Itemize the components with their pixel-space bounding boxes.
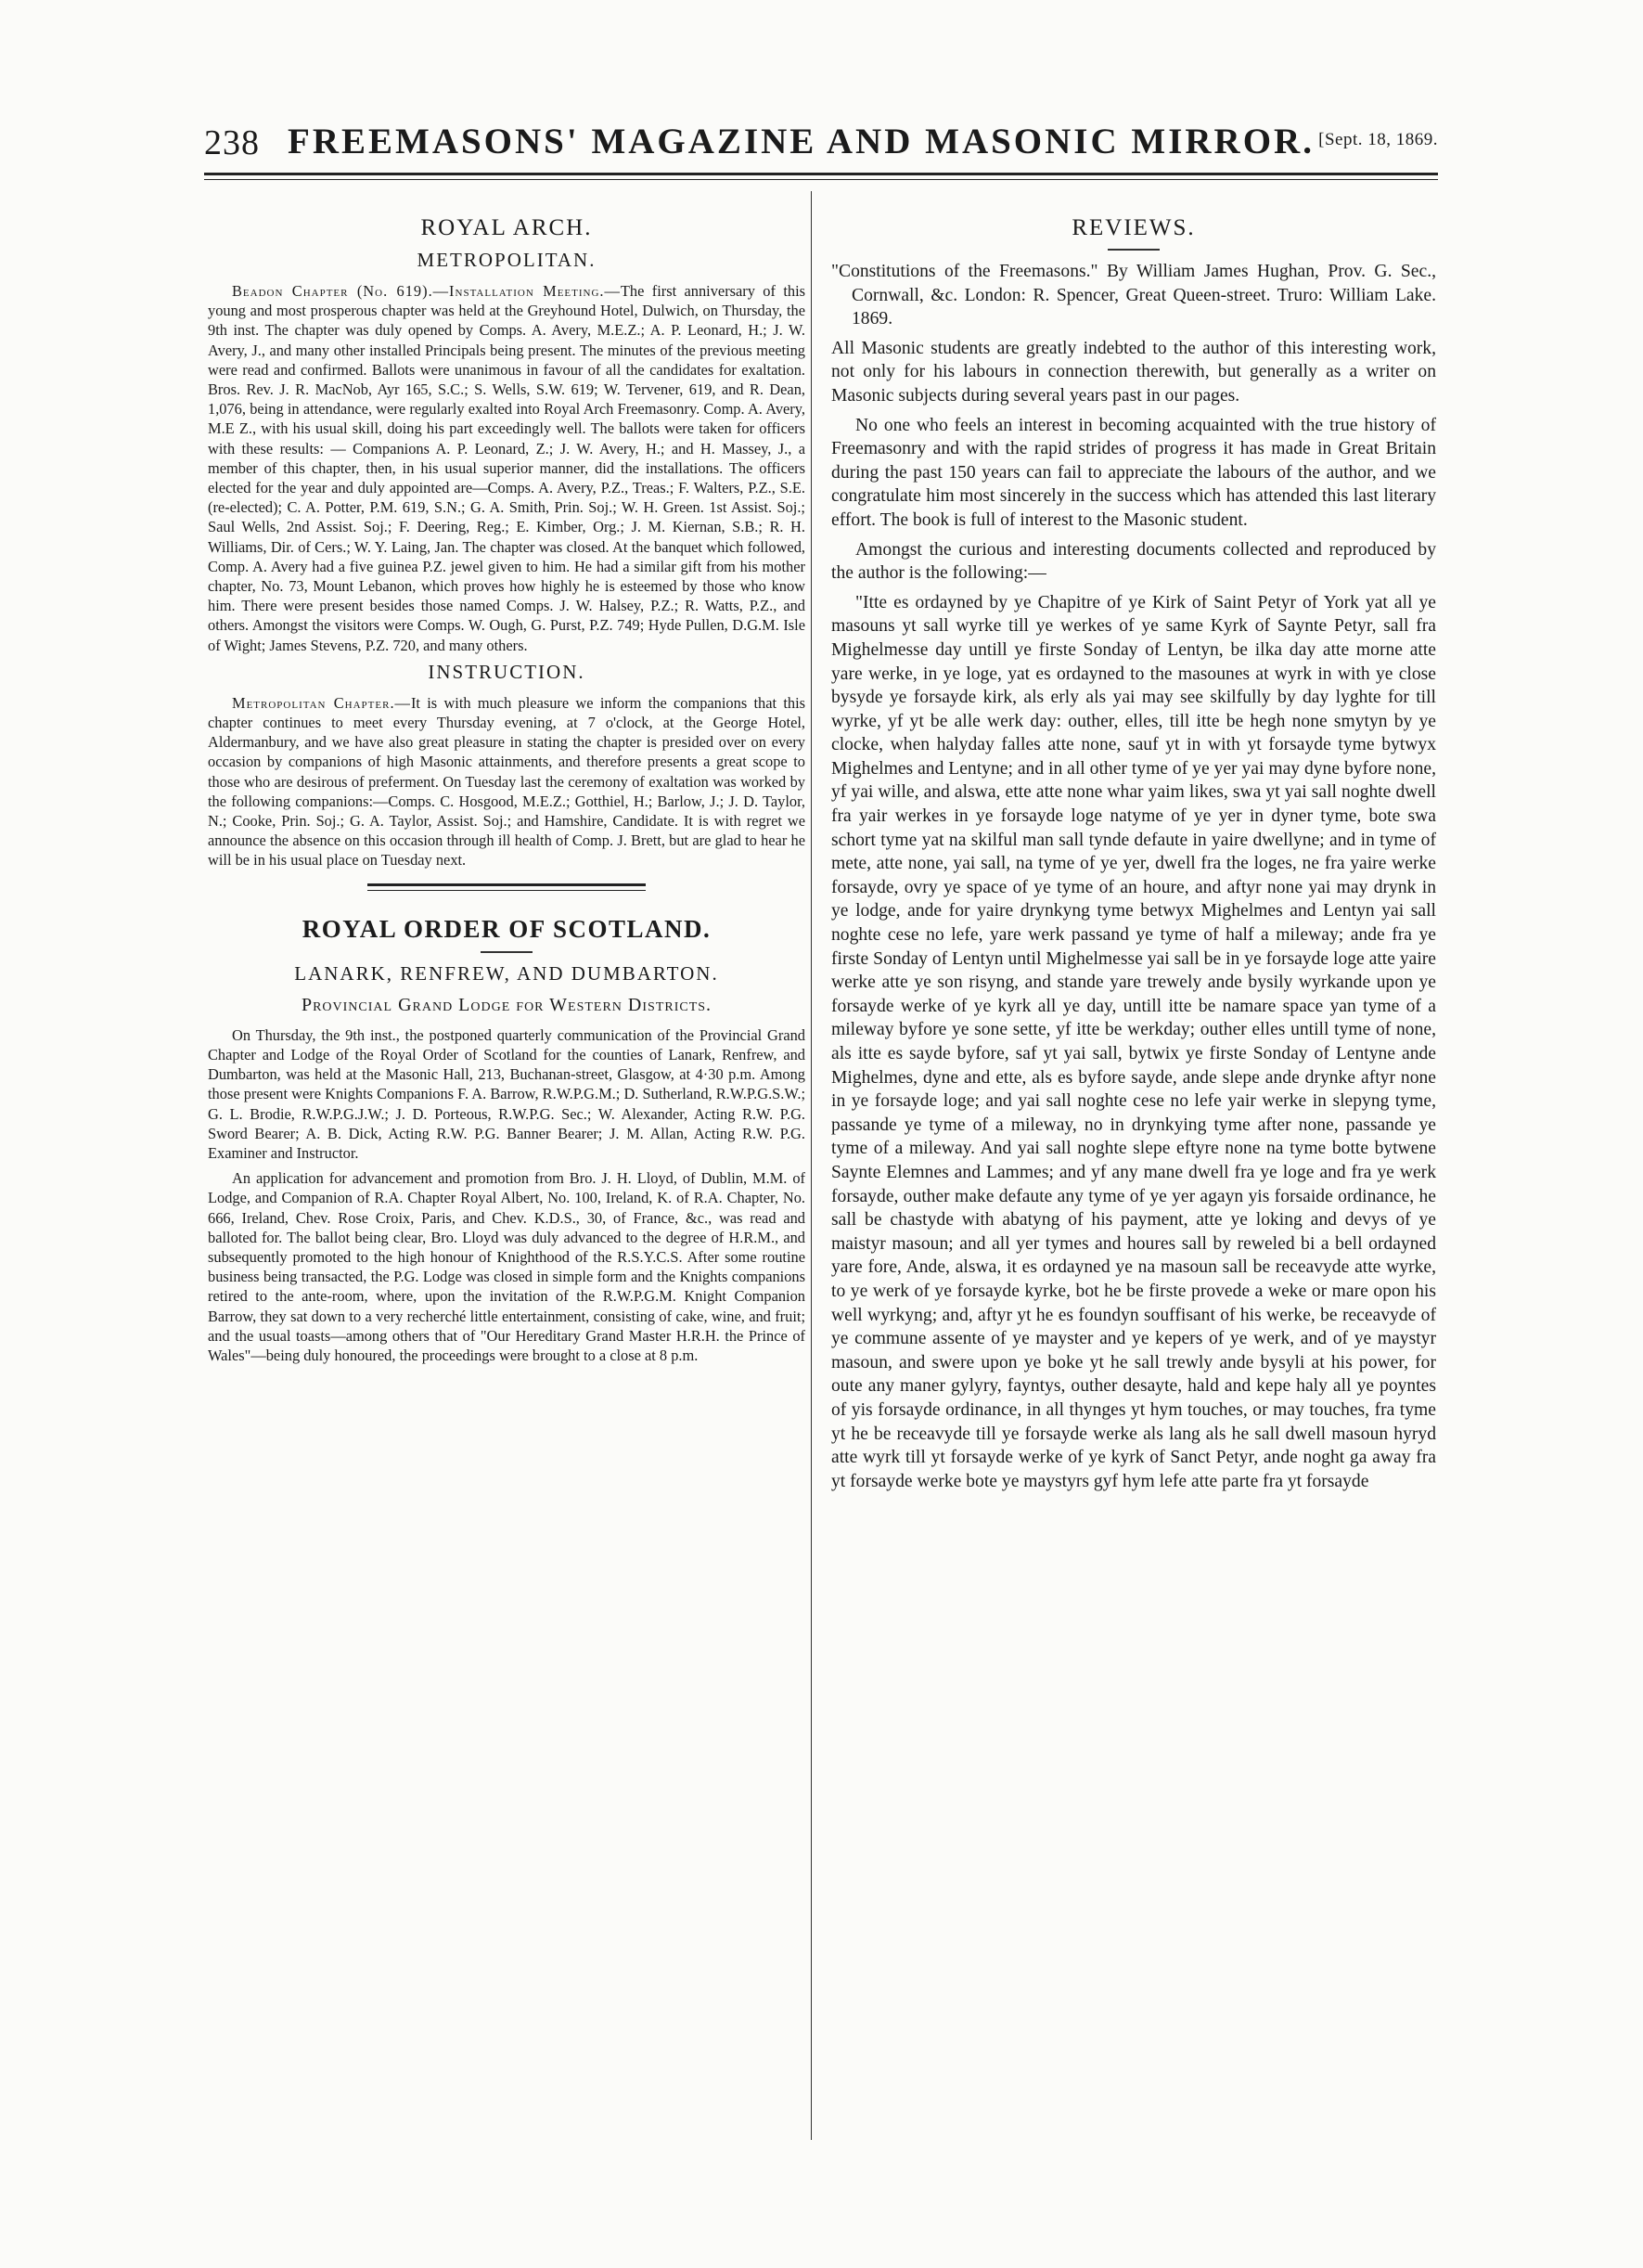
review-paragraph-2: No one who feels an interest in becoming acquainted with the true history of Freemasonry and with the rapid strides of progress it has made in Great Britain during the past 150 years can fail to appreciate the labours of the author, and we congratulate him most sincerely in the success which has attended this last literary effort. The book is full of interest to the Masonic student. (831, 415, 1436, 530)
article-metropolitan-chapter (208, 693, 805, 870)
page-number: 238 (204, 123, 260, 162)
review-citation: "Constitutions of the Freemasons." By William James Hughan, Prov. G. Sec., Cornwall, &c. London: R. Spencer, Great Queen-street. Truro: William Lake. 1869. (831, 262, 1436, 329)
right-column (831, 193, 1436, 1499)
section-title-royal-arch: ROYAL ARCH. (420, 215, 593, 240)
instruction-lead: Metropolitan Chapter.— (232, 693, 411, 712)
section-title-reviews: REVIEWS. (1072, 215, 1196, 240)
running-header (204, 119, 1438, 165)
title-rule (1108, 249, 1160, 251)
subheading-provincial: Provincial Grand Lodge for Western Districts. (301, 994, 712, 1015)
header-rule-thick (204, 173, 1438, 175)
review-paragraph-3: Amongst the curious and interesting documents collected and reproduced by the author is the following:— (831, 539, 1436, 584)
beadon-lead: Beadon Chapter (No. 619).—Installation Meeting.— (232, 282, 621, 300)
subheading-lanark: LANARK, RENFREW, AND DUMBARTON. (294, 961, 719, 985)
left-column (208, 193, 805, 1371)
masthead: FREEMASONS' MAGAZINE AND MASONIC MIRROR. (288, 122, 1315, 161)
issue-date: [Sept. 18, 1869. (1318, 130, 1438, 149)
title-rule (481, 951, 533, 953)
subheading-metropolitan: METROPOLITAN. (417, 249, 597, 271)
royal-order-paragraph-1: On Thursday, the 9th inst., the postponed quarterly communication of the Provincial Grand Chapter and Lodge of the Royal Order of Scotland for the counties of Lanark, Renfrew, and Dumbarton, was held at the Masonic Hall, 213, Buchanan-street, Glasgow, at 4·30 p.m. Among those present were Knights Companions F. A. Barrow, R.W.P.G.M.; D. Sutherland, R.W.P.G.S.W.; G. L. Brodie, R.W.P.G.J.W.; J. D. Porteous, R.W.P.G. Sec.; W. Alexander, Acting R.W. P.G. Sword Bearer; A. B. Dick, Acting R.W. P.G. Banner Bearer; J. M. Allan, Acting R.W. P.G. Examiner and Instructor. (208, 1025, 805, 1162)
review-paragraph-1: All Masonic students are greatly indebted to the author of this interesting work, not only for his labours in connection therewith, but generally as a writer on Masonic subjects during several years past in our pages. (831, 338, 1436, 406)
header-rule-thin (204, 179, 1438, 180)
column-divider (811, 191, 812, 2140)
review-quotation: "Itte es ordayned by ye Chapitre of ye Kirk of Saint Petyr of York yat all ye masouns yt sall wyrke till ye werkes of ye same Kyrk of Saynte Petyr, sall fra Mighelmesse day untill ye firste Sonday of Lentyn, be ilka day atte morne atte yare werke, in ye loge, yat es ordayned to the masounes at wyrk in with ye close bysyde ye forsayde kirk, als erly als yai may see skilfully by day lyghte for till wyrke, yf yt be alle werk day: outher, elles, till itte be hegh none smytyn by ye clocke, when halyday falles atte none, sauf yt in with yt forsayde tyme bytwyx Mighelmes and Lentyne; and in all other tyme of ye yer yai may dyne byfore none, yf yai wille, and alswa, ette atte none whar yaim likes, swa yt yai sall noghte dwell fra yair werkes in ye forsayde loge natyme of ye yer in dyner tyme, bote swa schort tyme yat na skilful man sall tynde defaute in yaire dwellyne; and in tyme of mete, atte none, yai sall, na tyme of ye yer, dwell fra the loges, ne fra yaire werke forsayde, ovry ye space of ye tyme of an houre, and aftyr none yai may drynk in ye lodge, ande for yaire drynkyng tyme betwyx Mighelmes and Lentyn yai sall noghte cese no lefe, yare werk passand ye tyme of half a mileway; ande fra ye firste Sonday of Lentyn until Mighelmesse yai sall be in ye forsayde loge atte yaire werke atte ye son risyng, and stande yare trewely ande bysily wyrkande upon ye forsayde werke of ye kyrk all ye day, untill itte be namare space yan tyme of a mileway byfore ye sone sette, yf itte be werkday; outher elles untill tyme of none, als itte es sayde byfore, saf yt yai sall, bytwix ye firste Sonday of Lentyne ande Mighelmes, dyne and ette, als es byfore sayde, ande slepe ande drynke aftyr none in ye forsayde loge; and yai sall noghte cese no lefe yair werke in slepyng tyme, passande ye tyme of a mileway, no in drynkying tyme after none, passande ye tyme of a mileway. And yai sall noghte slepe eftyre none na tyme botte bytwene Saynte Elemnes and Lammes; and yf any mane dwell fra ye loge and fra ye werk forsayde, outher make defaute any tyme of ye yer agayn yis forsaide ordinance, he sall be chastyde with abatyng of his payment, atte ye loking and devys of ye maistyr masoun; and all yer tymes and houres sall by reweled bi a bell ordayned yare fore, Ande, alswa, it es ordayned ye na masoun sall be receavyde atte wyrke, to ye werk of ye forsayde kyrke, bot he be firste provede a weke or mare opon his well wyrkyng; and, aftyr yt he es foundyn souffisant of his werke, be receavyde of ye commune assente of ye mayster and ye kepers of ye werk, and of ye maystyr masoun, and swere upon ye boke yt he sall trewly ande bysyli at his power, for oute any maner gylyry, fayntys, outher desayte, hald and kepe haly all ye poyntes of yis forsayde ordinance, in all thynges yt hym touches, or may touches, fra tyme yt he be receavyde till ye forsayde werke als lang als he sall dwell masoun hyryd atte wyrk till yt forsayde werke of ye kyrk of Sanct Petyr, ande noght ga away fra yt forsayde werke bote ye maystyrs gyf hym lefe atte parte fra yt forsayde (831, 592, 1436, 1491)
section-title-royal-order: ROYAL ORDER OF SCOTLAND. (302, 914, 712, 943)
beadon-body: The first anniversary of this young and most prosperous chapter was held at the Greyhound Hotel, Dulwich, on Thursday, the 9th inst. The chapter was duly opened by Comps. A. Avery, M.E.Z.; A. P. Leonard, H.; J. W. Avery, J., and many other installed Principals being present. The minutes of the previous meeting were read and confirmed. Ballots were unanimous in favour of all the candidates for exaltation. Bros. Rev. J. R. MacNob, Ayr 165, S.C.; S. Wells, S.W. 619; W. Tervener, 619, and R. Dean, 1,076, being in attendance, were regularly exalted into Royal Arch Freemasonry. Comp. A. Avery, M.E Z., with his usual skill, doing his part exceedingly well. The ballots were taken for officers with these results: — Companions A. P. Leonard, Z.; J. W. Avery, H.; and H. Massey, J., a member of this chapter, then, in his usual superior manner, did the installations. The officers elected for the year and duly appointed are—Comps. A. Avery, P.Z., Treas.; F. Walters, P.Z., S.E. (re-elected); C. A. Potter, P.M. 619, S.N.; G. A. Smith, Prin. Soj.; W. H. Green. 1st Assist. Soj.; Saul Wells, 2nd Assist. Soj.; F. Deering, Reg.; E. Kimber, Org.; J. M. Kiernan, S.B.; R. H. Williams, Dir. of Cers.; W. Y. Laing, Jan. The chapter was closed. At the banquet which followed, Comp. A. Avery had a five guinea P.Z. jewel given to him. He had a similar gift from his mother chapter, No. 73, Mount Lebanon, which proves how highly he is esteemed by those who know him. There were present besides those named Comps. J. W. Halsey, P.Z.; R. Watts, P.Z., and others. Amongst the visitors were Comps. W. Ough, G. Purst, P.Z. 749; Hyde Pullen, D.G.M. Isle of Wight; James Stevens, P.Z. 720, and many others. (208, 282, 805, 654)
royal-order-paragraph-2: An application for advancement and promotion from Bro. J. H. Lloyd, of Dublin, M.M. of Lodge, and Companion of R.A. Chapter Royal Albert, No. 100, Ireland, K. of R.A. Chapter, No. 666, Ireland, Chev. Rose Croix, Paris, and Chev. K.D.S., 30, of France, &c., was read and balloted for. The ballot being clear, Bro. Lloyd was duly advanced to the degree of H.R.M., and subsequently promoted to the high honour of Knighthood of the R.S.Y.C.S. After some routine business being transacted, the P.G. Lodge was closed in simple form and the Knights companions retired to the ante-room, where, upon the invitation of the R.W.P.G.M. Knight Companion Barrow, they sat down to a very recherché little entertainment, consisting of cake, wine, and fruit; and the usual toasts—among others that of "Our Hereditary Grand Master H.R.H. the Prince of Wales"—being duly honoured, the proceedings were brought to a close at 8 p.m. (208, 1169, 805, 1364)
section-separator (367, 883, 646, 891)
instruction-body: It is with much pleasure we inform the companions that this chapter continues to meet every Thursday evening, at 7 o'clock, at the George Hotel, Aldermanbury, and we have also great pleasure in stating the chapter is presided over on every occasion by companions of high Masonic attainments, and therefore presents a great scope to those who are desirous of preferment. On Tuesday last the ceremony of exaltation was worked by the following companions:—Comps. C. Hosgood, M.E.Z.; Gotthiel, H.; Barlow, J.; J. D. Taylor, N.; Cooke, Prin. Soj.; G. A. Taylor, Assist. Soj.; and Hamshire, Candidate. It is with regret we announce the absence on this occasion through ill health of Comp. J. Brett, but are glad to hear he will be in his usual place on Tuesday next. (208, 693, 806, 870)
subheading-instruction: INSTRUCTION. (428, 660, 585, 683)
article-beadon-chapter (208, 281, 805, 655)
